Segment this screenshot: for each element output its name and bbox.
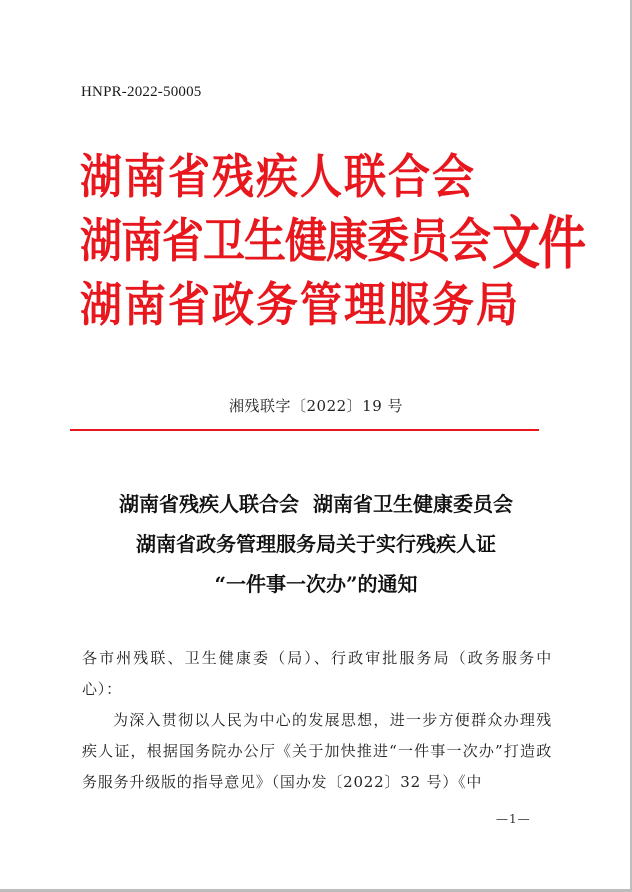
addressee: 各市州残联、卫生健康委（局）、行政审批服务局（政务服务中心）：: [82, 649, 552, 698]
paragraph-1: 为深入贯彻以人民为中心的发展思想，进一步方便群众办理残疾人证，根据国务院办公厅《关于加快推进“一件事一次办”打造政务服务升级版的指导意见》（国办发〔2022〕32 号）《中: [82, 711, 552, 791]
issuer-block: [80, 142, 585, 334]
title-line-1: 湖南省残疾人联合会 湖南省卫生健康委员会: [119, 492, 513, 516]
red-divider: [70, 429, 539, 431]
document-title: [40, 484, 592, 604]
page-number: —1—: [496, 812, 531, 826]
title-line-3: “一件事一次办”的通知: [214, 572, 418, 596]
title-line-2: 湖南省政务管理服务局关于实行残疾人证: [136, 532, 496, 556]
issuer-disabled-persons-federation: 湖南省残疾人联合会: [80, 149, 477, 205]
issuer-government-services-bureau: 湖南省政务管理服务局: [80, 277, 521, 333]
document-number: HNPR-2022-50005: [81, 84, 202, 100]
issuer-health-commission: 湖南省卫生健康委员会: [80, 213, 491, 269]
issuer-line-3: [80, 270, 570, 334]
document-suffix: 文件: [492, 209, 585, 277]
document-body: [82, 643, 552, 798]
issuer-line-2: [80, 206, 585, 277]
reference-number: 湘残联字〔2022〕19 号: [228, 397, 404, 415]
